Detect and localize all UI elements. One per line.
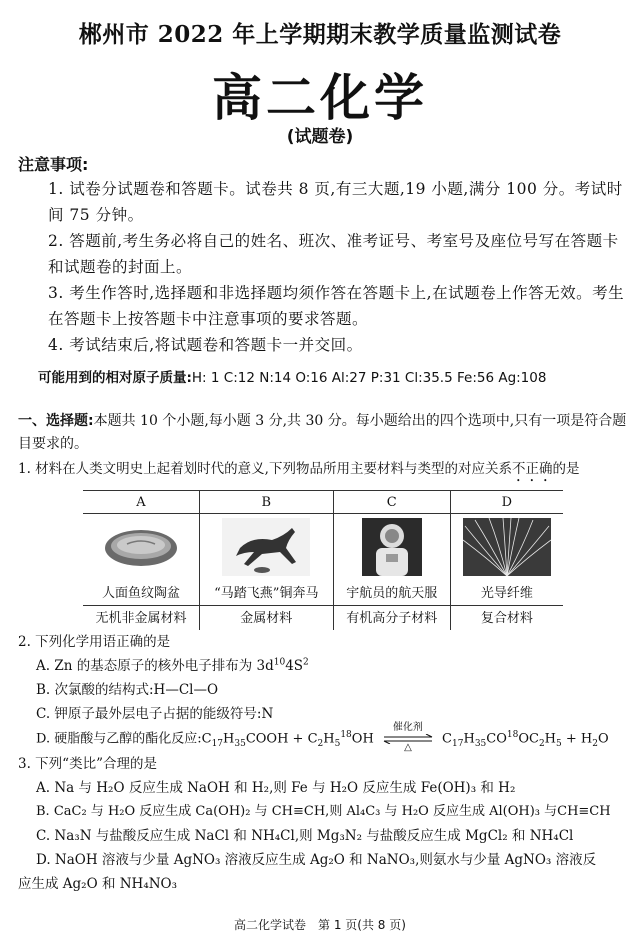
- option-2d: D. 硬脂酸与乙醇的酯化反应$:C_{17}H_{35}COOH + C_2H_5^{18}OH$ 催化剂 △ $C_{17}H_{35}CO^{18}OC_2H_5 + H_2O$: [36, 722, 609, 753]
- col-c: C: [333, 491, 450, 514]
- table-header-row: [83, 491, 563, 514]
- option-3d-line1: D. NaOH 溶液与少量 AgNO₃ 溶液反应生成 Ag₂O 和 NaNO₃,则氨水与少量 AgNO₃ 溶液反: [36, 852, 597, 868]
- notice-heading: 注意事项:: [18, 155, 89, 174]
- item-b-name: “马踏飞燕”铜奔马: [199, 581, 333, 606]
- option-2c: C. 钾原子最外层电子占据的能级符号:N: [36, 706, 274, 722]
- col-a: A: [83, 491, 199, 514]
- notice-item-3: 3. 考生作答时,选择题和非选择题均须作答在答题卡上,在试题卷上作答无效。考生在答题卡上按答题卡中注意事项的要求答题。: [48, 284, 625, 328]
- optical-fiber-image: [463, 518, 551, 576]
- notice-item-4: 4. 考试结束后,将试题卷和答题卡一并交回。: [48, 336, 363, 354]
- reversible-arrow: [382, 722, 434, 753]
- exam-title: 郴州市 2022 年上学期期末教学质量监测试卷: [78, 21, 562, 48]
- atomic-mass-line: [38, 366, 638, 386]
- atomic-mass-label: 可能用到的相对原子质量:: [38, 370, 192, 386]
- item-a-name: 人面鱼纹陶盆: [101, 586, 180, 601]
- item-c-type: 有机高分子材料: [333, 606, 450, 631]
- col-b: B: [199, 491, 333, 514]
- catalyst-label: 催化剂: [392, 722, 423, 733]
- option-3a: A. Na 与 H₂O 反应生成 NaOH 和 H₂,则 Fe 与 H₂O 反应生成 Fe(OH)₃ 和 H₂: [36, 780, 516, 796]
- section-1-desc: 本题共 10 个小题,每小题 3 分,共 30 分。每小题给出的四个选项中,只有一项是符合题目要求的。: [18, 413, 627, 452]
- option-3d-line2: 应生成 Ag₂O 和 NH₄NO₃: [18, 876, 178, 892]
- notice-item-2: 2. 答题前,考生务必将自己的姓名、班次、准考证号、考室号及座位号写在答题卡和试题卷的封面上。: [48, 232, 619, 276]
- notice-item-1: 1. 试卷分试题卷和答题卡。试卷共 8 页,有三大题,19 小题,满分 100 分。考试时间 75 分钟。: [48, 180, 623, 224]
- table-name-row: [83, 581, 563, 606]
- item-c-name: 宇航员的航天服: [333, 581, 450, 606]
- spacesuit-image: [348, 518, 436, 576]
- paper-type: (试题卷): [286, 127, 354, 147]
- item-a-type: 无机非金属材料: [83, 606, 199, 631]
- atomic-mass-values: H: 1 C:12 N:14 O:16 Al:27 P:31 Cl:35.5 Fe:56 Ag:108: [191, 370, 547, 386]
- pottery-basin-image: [97, 518, 185, 576]
- section-1-header: [18, 410, 628, 456]
- question-2: [18, 630, 633, 752]
- question-3: [18, 752, 633, 896]
- page-footer: 高二化学试卷 第 1 页(共 8 页): [234, 918, 406, 932]
- option-2b: B. 次氯酸的结构式:H—Cl—O: [36, 682, 219, 698]
- option-3c: C. Na₃N 与盐酸反应生成 NaCl 和 NH₄Cl,则 Mg₃N₂ 与盐酸反应生成 MgCl₂ 和 NH₄Cl: [36, 828, 574, 844]
- question-1-stem: 1. 材料在人类文明史上起着划时代的意义,下列物品所用主要材料与类型的对应关系不正确的是: [18, 461, 580, 477]
- heat-label: △: [404, 742, 412, 753]
- option-2a: A. Zn 的基态原子的核外电子排布为 $3d^{10}4S^2$: [36, 657, 309, 674]
- section-1-title: 一、选择题:: [18, 413, 94, 429]
- question-2-stem: 2. 下列化学用语正确的是: [18, 634, 171, 650]
- item-d-name: 光导纤维: [450, 581, 563, 606]
- item-b-type: 金属材料: [199, 606, 333, 631]
- option-3b: B. CaC₂ 与 H₂O 反应生成 Ca(OH)₂ 与 CH≡CH,则 Al₄C₃ 与 H₂O 反应生成 Al(OH)₃ 与CH≡CH: [36, 804, 611, 819]
- materials-table: [83, 490, 563, 630]
- table-type-row: [83, 606, 563, 631]
- question-3-stem: 3. 下列“类比”合理的是: [18, 756, 157, 772]
- bronze-horse-image: [222, 518, 310, 576]
- table-image-row: [83, 514, 563, 582]
- col-d: D: [450, 491, 563, 514]
- emphasis-text: 不正确: [511, 461, 553, 477]
- item-d-type: 复合材料: [450, 606, 563, 631]
- subject-title: 高二化学: [212, 69, 428, 127]
